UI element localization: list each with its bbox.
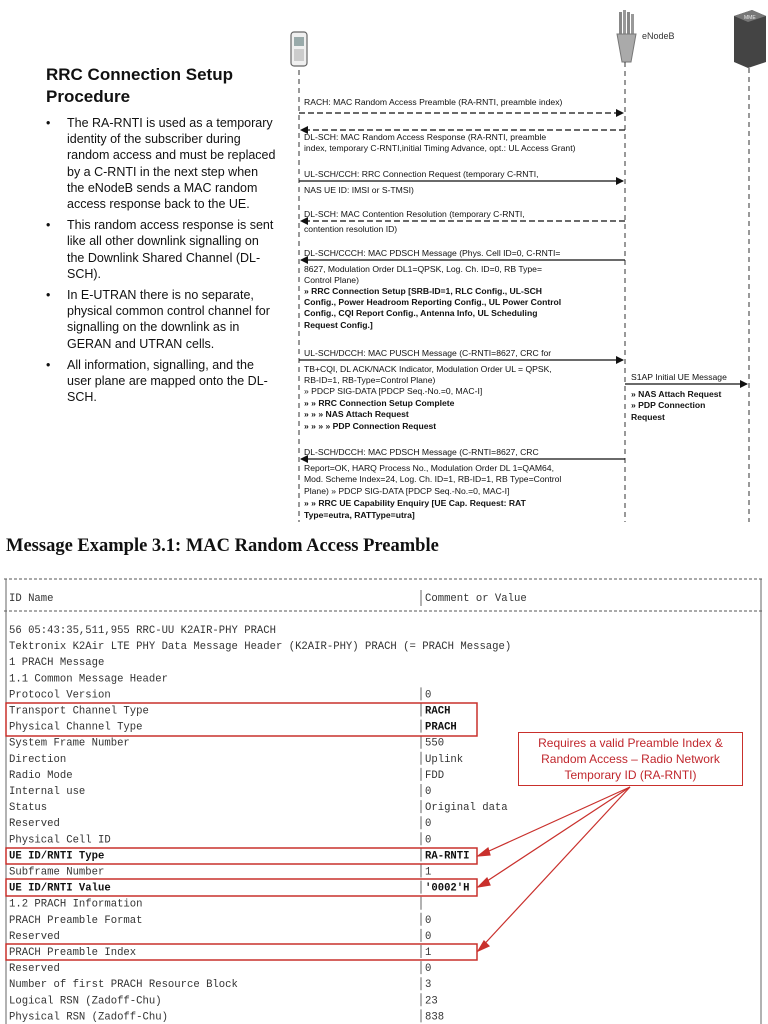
msg-capability-label: Mod. Scheme Index=24, Log. Ch. ID=1, RB-ID=1, RB Type=Control bbox=[304, 474, 562, 484]
log-row-value: 0 bbox=[425, 834, 432, 847]
log-row-name: Physical RSN (Zadoff-Chu) bbox=[9, 1011, 168, 1024]
log-row-value: 1 bbox=[425, 866, 432, 879]
message-example-title: Message Example 3.1: MAC Random Access Preamble bbox=[6, 536, 439, 556]
log-row-value: 0 bbox=[425, 786, 432, 798]
log-row-value: 0 bbox=[425, 930, 432, 943]
log-row-value: 0 bbox=[425, 818, 432, 831]
log-row-name: UE ID/RNTI Type bbox=[9, 850, 105, 863]
msg-rrc-setup-detail: Config., CQI Report Config., Antenna Info, UL Scheduling bbox=[304, 308, 538, 318]
msg-capability-detail: » » RRC UE Capability Enquiry [UE Cap. Request: RAT bbox=[304, 498, 526, 508]
enodeb-label: eNodeB bbox=[642, 31, 675, 41]
log-row-value: 0 bbox=[425, 689, 432, 702]
log-row-value: '0002'H bbox=[425, 882, 470, 895]
log-row-value: 0 bbox=[425, 914, 432, 927]
log-row-value: FDD bbox=[425, 769, 445, 782]
msg-rrc-request-label: NAS UE ID: IMSI or S-TMSI) bbox=[304, 185, 414, 195]
log-row-name: UE ID/RNTI Value bbox=[9, 882, 111, 895]
log-row-name: Logical RSN (Zadoff-Chu) bbox=[9, 995, 162, 1008]
log-row-value: RACH bbox=[425, 705, 451, 718]
log-row-name: Physical Cell ID bbox=[9, 834, 111, 847]
log-row-name: System Frame Number bbox=[9, 737, 130, 750]
log-row-value: 23 bbox=[425, 995, 438, 1008]
msg-rrc-setup-detail: » RRC Connection Setup [SRB-ID=1, RLC Config., UL-SCH bbox=[304, 286, 542, 296]
msg-setup-complete-label: RB-ID=1, RB-Type=Control Plane) bbox=[304, 375, 436, 385]
bullet-item: • This random access response is sent like all other downlink signalling on the Downlink Shared Channel (DL-SCH). bbox=[46, 217, 278, 282]
msg-rach-label: RACH: MAC Random Access Preamble (RA-RNTI, preamble index) bbox=[304, 97, 563, 107]
log-row-name: PRACH Preamble Format bbox=[9, 914, 143, 927]
bullet-item: • All information, signalling, and the user plane are mapped onto the DL-SCH. bbox=[46, 357, 278, 406]
log-row-name: Reserved bbox=[9, 930, 60, 943]
msg-ra-response-label: index, temporary C-RNTI,initial Timing Advance, opt.: UL Access Grant) bbox=[304, 143, 576, 153]
callout-arrowhead bbox=[478, 848, 490, 856]
msg-rrc-setup-label: 8627, Modulation Order DL1=QPSK, Log. Ch. ID=0, RB Type= bbox=[304, 264, 542, 274]
msg-capability-label: Report=OK, HARQ Process No., Modulation Order DL 1=QAM64, bbox=[304, 463, 554, 473]
msg-setup-complete-label: UL-SCH/DCCH: MAC PUSCH Message (C-RNTI=8627, CRC for bbox=[304, 348, 552, 358]
log-row-name: Reserved bbox=[9, 963, 60, 976]
header-comment-value: Comment or Value bbox=[425, 593, 527, 605]
msg-ra-response-label: DL-SCH: MAC Random Access Response (RA-RNTI, preamble bbox=[304, 132, 547, 142]
log-row-name: Radio Mode bbox=[9, 769, 73, 782]
log-row-name: Tektronix K2Air LTE PHY Data Message Header (K2AIR-PHY) PRACH (= PRACH Message) bbox=[9, 641, 512, 654]
msg-contention-label: DL-SCH: MAC Contention Resolution (temporary C-RNTI, bbox=[304, 209, 525, 219]
msg-capability-detail: Type=eutra, RATType=utra] bbox=[304, 510, 415, 520]
callout-arrowhead bbox=[478, 878, 490, 887]
msg-setup-complete-label: TB+CQI, DL ACK/NACK Indicator, Modulation Order UL = QPSK, bbox=[304, 364, 552, 374]
log-row-value: 550 bbox=[425, 737, 445, 750]
msg-rrc-request-label: UL-SCH/CCH: RRC Connection Request (temporary C-RNTI, bbox=[304, 169, 539, 179]
s1ap-detail: Request bbox=[631, 412, 665, 422]
msg-contention-label: contention resolution ID) bbox=[304, 224, 398, 234]
s1ap-label: S1AP Initial UE Message bbox=[631, 372, 727, 382]
log-row-name: PRACH Preamble Index bbox=[9, 947, 137, 959]
bullet-item: • In E-UTRAN there is no separate, physical common control channel for signalling on the downlink as in GERAN and UTRAN cells. bbox=[46, 287, 278, 352]
log-row-name: 56 05:43:35,511,955 RRC-UU K2AIR-PHY PRACH bbox=[9, 625, 277, 637]
log-row-name: Physical Channel Type bbox=[9, 721, 143, 734]
log-row-name: Direction bbox=[9, 753, 67, 766]
log-row-name: Protocol Version bbox=[9, 689, 111, 702]
slide-title: RRC Connection Setup Procedure bbox=[46, 65, 233, 106]
msg-capability-label: DL-SCH/DCCH: MAC PDSCH Message (C-RNTI=8627, CRC bbox=[304, 447, 539, 457]
log-row-value: 1 bbox=[425, 947, 432, 959]
msg-rrc-setup-detail: Request Config.] bbox=[304, 320, 373, 330]
log-row-name: Transport Channel Type bbox=[9, 705, 149, 718]
log-row-name: Number of first PRACH Resource Block bbox=[9, 979, 238, 992]
msg-rrc-setup-label: Control Plane) bbox=[304, 275, 359, 285]
log-row-name: Status bbox=[9, 802, 48, 815]
log-row-value: 0 bbox=[425, 963, 432, 976]
callout-arrow bbox=[478, 787, 630, 856]
msg-setup-complete-label: » PDCP SIG-DATA [PDCP Seq.-No.=0, MAC-I] bbox=[304, 386, 483, 396]
log-row-name: 1 PRACH Message bbox=[9, 657, 105, 670]
msg-rrc-setup-label: DL-SCH/CCCH: MAC PDSCH Message (Phys. Cell ID=0, C-RNTI= bbox=[304, 248, 561, 258]
log-row-value: 838 bbox=[425, 1011, 445, 1024]
s1ap-detail: » NAS Attach Request bbox=[631, 389, 722, 399]
log-row-name: 1.1 Common Message Header bbox=[9, 673, 168, 686]
log-row-value: RA-RNTI bbox=[425, 850, 470, 863]
mme-label: MME bbox=[744, 15, 756, 21]
callout-box: Requires a valid Preamble Index & Random Access – Radio Network Temporary ID (RA-RNTI) bbox=[518, 732, 743, 786]
msg-rrc-setup-detail: Config., Power Headroom Reporting Config., UL Power Control bbox=[304, 297, 562, 307]
log-row-name: Internal use bbox=[9, 786, 86, 798]
msg-setup-complete-detail: » » RRC Connection Setup Complete bbox=[304, 398, 455, 408]
log-row-name: Subframe Number bbox=[9, 866, 105, 879]
log-row-value: Original data bbox=[425, 802, 508, 815]
msg-capability-label: Plane) » PDCP SIG-DATA [PDCP Seq.-No.=0, MAC-I] bbox=[304, 486, 510, 496]
header-id-name: ID Name bbox=[9, 593, 54, 605]
msg-setup-complete-detail: » » » NAS Attach Request bbox=[304, 409, 409, 419]
log-row-value: PRACH bbox=[425, 721, 457, 734]
msg-setup-complete-detail: » » » » PDP Connection Request bbox=[304, 421, 437, 431]
log-row-value: 3 bbox=[425, 979, 432, 992]
s1ap-detail: » PDP Connection bbox=[631, 400, 706, 410]
callout-arrowhead bbox=[478, 941, 489, 951]
log-row-value: Uplink bbox=[425, 753, 464, 766]
bullet-item: • The RA-RNTI is used as a temporary identity of the subscriber during random access and must be replaced by a C-RNTI in the next step when the eNodeB sends a MAC random access response back to the UE. bbox=[46, 115, 278, 212]
log-row-name: Reserved bbox=[9, 818, 60, 831]
log-row-name: 1.2 PRACH Information bbox=[9, 898, 143, 911]
